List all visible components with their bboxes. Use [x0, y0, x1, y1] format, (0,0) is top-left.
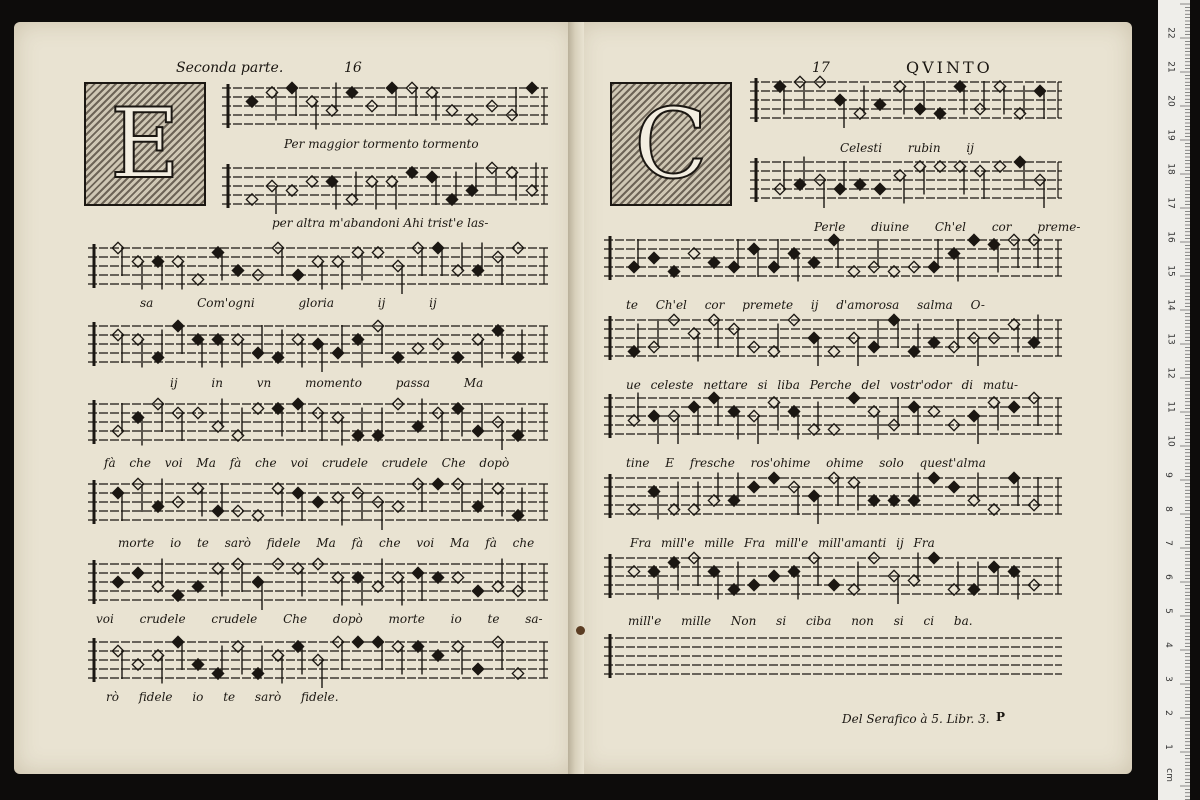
ruler-mark: 20 — [1165, 95, 1176, 107]
ruler-mark: 14 — [1165, 299, 1176, 311]
ruler-mark: 6 — [1162, 574, 1173, 580]
ruler-mark: 16 — [1165, 231, 1176, 243]
staff — [750, 156, 1062, 208]
left-lyric-line-6: morte io te sarò fidele Ma fà che voi Ma fà che — [118, 536, 535, 550]
right-page-number: 17 — [812, 60, 830, 76]
left-lyric-line-1: Per maggior tormento tormento — [284, 137, 479, 151]
staff — [88, 558, 548, 610]
right-lyric-line-4: ue celeste nettare si liba Perche del vostr'odor di matu- — [626, 378, 1019, 392]
page-footer: Del Serafico à 5. Libr. 3. — [842, 712, 990, 726]
initial-letter-c: C — [634, 88, 708, 200]
staff — [604, 552, 1062, 604]
staff — [222, 162, 548, 214]
left-lyric-line-8: rò fidele io te sarò fidele. — [106, 690, 339, 704]
ruler-mark: 11 — [1165, 401, 1176, 413]
ruler-mark: 1 — [1162, 744, 1173, 750]
ruler-mark: 19 — [1165, 129, 1176, 141]
staff — [604, 314, 1062, 366]
left-lyric-line-5: fà che voi Ma fà che voi crudele crudele Che dopò — [104, 456, 510, 470]
staff — [88, 398, 548, 450]
staff — [222, 82, 548, 129]
ruler-unit-label: cm — [1163, 768, 1174, 782]
ruler-mark: 17 — [1165, 197, 1176, 209]
right-lyric-line-6: Fra mill'e mille Fra mill'e mill'amanti ij Fra — [630, 536, 935, 550]
left-lyric-line-7: voi crudele crudele Che dopò morte io te sa- — [96, 612, 543, 626]
staff — [604, 634, 1062, 678]
ruler-mark: 5 — [1162, 608, 1173, 614]
left-header-title: Seconda parte. — [176, 60, 284, 76]
measurement-ruler — [1158, 0, 1190, 800]
ruler-mark: 3 — [1162, 676, 1173, 682]
ruler-mark: 22 — [1165, 27, 1176, 39]
right-lyric-line-2: Perle diuine Ch'el cor preme- — [814, 220, 1081, 234]
ruler-mark: 7 — [1162, 540, 1173, 546]
ruler-mark: 2 — [1162, 710, 1173, 716]
left-page-number: 16 — [344, 60, 362, 76]
ruler-mark: 4 — [1162, 642, 1173, 648]
left-lyric-line-4: ij in vn momento passa Ma — [170, 376, 484, 390]
right-lyric-line-7: mill'e mille Non si ciba non si ci ba. — [628, 614, 973, 628]
staff — [88, 636, 548, 688]
staff — [604, 392, 1062, 444]
left-lyric-line-3: sa Com'ogni gloria ij ij — [140, 296, 437, 310]
initial-letter-e: E — [109, 88, 181, 200]
right-lyric-line-5: tine E fresche ros'ohime ohime solo quest'alma — [626, 456, 986, 470]
staff — [604, 472, 1062, 524]
signature-mark: P — [996, 710, 1006, 724]
voice-part-label: QVINTO — [906, 58, 993, 77]
ink-spot — [576, 626, 585, 635]
ruler-mark: 10 — [1165, 435, 1176, 447]
staff — [88, 242, 548, 294]
ruler-mark: 9 — [1162, 472, 1173, 478]
right-lyric-line-1: Celesti rubin ij — [840, 141, 974, 155]
ruler-mark: 12 — [1165, 367, 1176, 379]
staff — [604, 234, 1062, 281]
staff — [88, 320, 548, 372]
ruler-mark: 18 — [1165, 163, 1176, 175]
ruler-mark: 8 — [1162, 506, 1173, 512]
ruler-mark: 15 — [1165, 265, 1176, 277]
staff — [750, 76, 1062, 128]
staff — [88, 478, 548, 530]
right-lyric-line-3: te Ch'el cor premete ij d'amorosa salma O- — [626, 298, 985, 312]
ruler-mark: 21 — [1165, 61, 1176, 73]
left-lyric-line-2: per altra m'abandoni Ahi trist'e las- — [272, 216, 489, 230]
ruler-ticks — [1158, 0, 1190, 800]
ruler-mark: 13 — [1165, 333, 1176, 345]
